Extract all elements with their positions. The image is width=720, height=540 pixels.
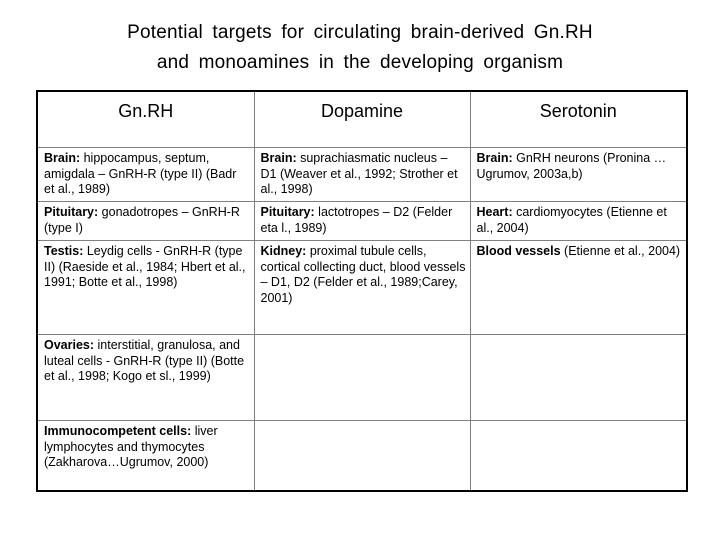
cell-label: Kidney: [260, 244, 307, 258]
table-row [37, 202, 687, 241]
cell-label: Brain: [44, 151, 81, 165]
cell-text: (Etienne et al., 2004) [560, 244, 681, 258]
cell-gnrh [37, 421, 254, 492]
cell-dopamine [254, 421, 470, 492]
cell-serotonin [470, 421, 687, 492]
cell-gnrh [37, 202, 254, 241]
cell-text: gonadotropes – GnRH-R (type I) [44, 205, 240, 235]
header-serotonin: Serotonin [470, 91, 687, 148]
cell-dopamine [254, 241, 470, 335]
title-line-1: Potential targets for circulating brain-derived Gn.RH [127, 22, 593, 43]
cell-label: Testis: [44, 244, 84, 258]
table-row [37, 335, 687, 421]
cell-text: interstitial, granulosa, and luteal cells - GnRH-R (type II) (Botte et al., 1998; Kogo et sl., 1999) [44, 338, 245, 383]
cell-text: GnRH neurons (Pronina …Ugrumov, 2003a,b) [476, 151, 667, 181]
table-row [37, 421, 687, 492]
cell-label: Brain: [476, 151, 513, 165]
cell-dopamine [254, 335, 470, 421]
cell-text: proximal tubule cells, cortical collecting duct, blood vessels – D1, D2 (Felder et al., 1989;Carey, 2001) [260, 244, 466, 305]
table-row [37, 148, 687, 202]
cell-gnrh [37, 335, 254, 421]
cell-label: Heart: [476, 205, 513, 219]
header-dopamine: Dopamine [254, 91, 470, 148]
cell-text: suprachiasmatic nucleus – D1 (Weaver et al., 1992; Strother et al., 1998) [260, 151, 458, 196]
targets-table [36, 90, 688, 492]
cell-label: Brain: [260, 151, 297, 165]
cell-dopamine [254, 148, 470, 202]
cell-gnrh [37, 241, 254, 335]
header-row [37, 91, 687, 148]
cell-label: Ovaries: [44, 338, 95, 352]
cell-text: hippocampus, septum, amigdala – GnRH-R (type II) (Badr et al., 1989) [44, 151, 237, 196]
cell-label: Pituitary: [44, 205, 99, 219]
cell-text: cardiomyocytes (Etienne et al., 2004) [476, 205, 667, 235]
cell-serotonin [470, 202, 687, 241]
cell-label: Immunocompetent cells: [44, 424, 192, 438]
cell-serotonin [470, 241, 687, 335]
cell-label: Pituitary: [260, 205, 315, 219]
cell-text: liver lymphocytes and thymocytes (Zakharova…Ugrumov, 2000) [44, 424, 218, 469]
cell-dopamine [254, 202, 470, 241]
cell-serotonin [470, 335, 687, 421]
table-row [37, 241, 687, 335]
title-line-2: and monoamines in the developing organism [156, 52, 564, 73]
cell-text: Leydig cells - GnRH-R (type II) (Raeside et al., 1984; Hbert et al., 1991; Botte et al., 1998) [44, 244, 246, 289]
cell-gnrh [37, 148, 254, 202]
cell-label: Blood vessels [476, 244, 561, 258]
cell-serotonin [470, 148, 687, 202]
header-gnrh: Gn.RH [37, 91, 254, 148]
slide-title [0, 18, 720, 78]
cell-text: lactotropes – D2 (Felder eta l., 1989) [260, 205, 453, 235]
